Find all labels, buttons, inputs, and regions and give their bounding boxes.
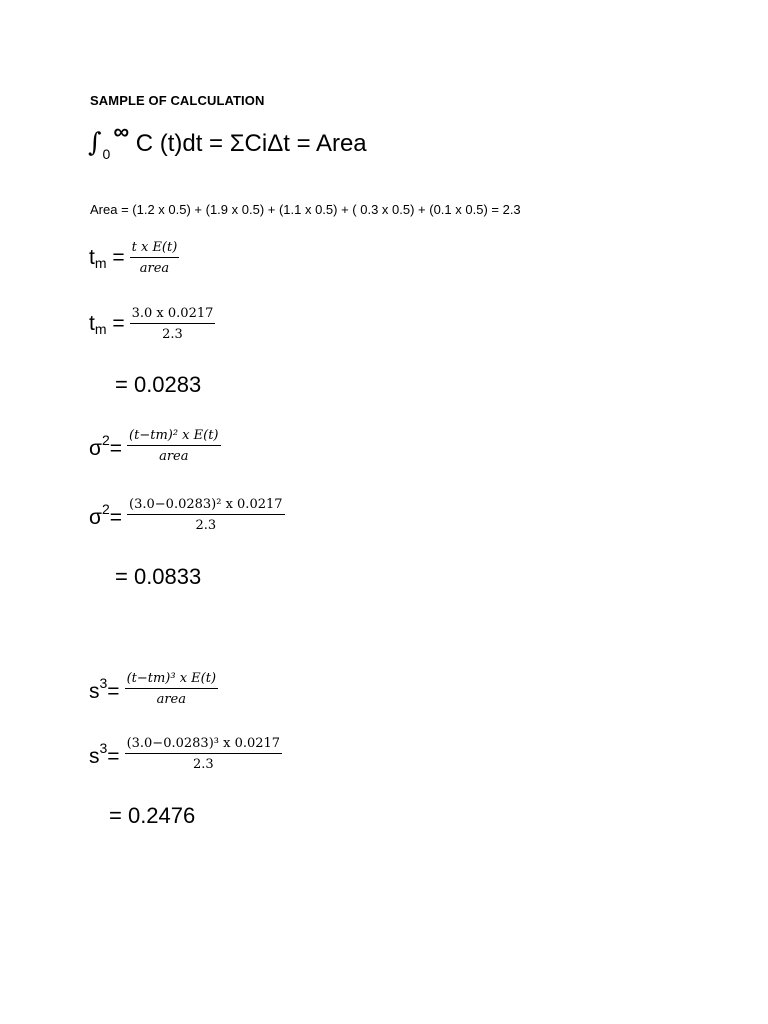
variance-substitution-fraction (127, 497, 285, 533)
skewness-formula (89, 671, 218, 707)
skewness-substitution (89, 736, 282, 772)
tm-result: = 0.0283 (115, 372, 202, 397)
sigma-symbol: σ (89, 505, 102, 529)
fraction-numerator: (t−tm)³ x E(t) (125, 671, 218, 689)
fraction-numerator: t x E(t) (130, 240, 180, 258)
s-symbol: s (89, 679, 100, 703)
skewness-result: = 0.2476 (109, 803, 196, 828)
sigma-superscript: 2 (101, 431, 110, 448)
variance-formula (89, 428, 221, 464)
equals-sign: = (107, 744, 120, 768)
sigma-superscript: 2 (101, 500, 110, 517)
tm-subscript: m (94, 320, 107, 337)
fraction-denominator: 2.3 (162, 327, 183, 342)
variance-substitution (89, 497, 285, 533)
integral-body: C (t)dt = ΣCiΔt = Area (135, 130, 367, 157)
fraction-numerator: 3.0 x 0.0217 (130, 306, 216, 324)
s-symbol: s (89, 744, 100, 768)
tm-symbol: t (89, 245, 95, 269)
sigma-symbol: σ (89, 436, 102, 460)
variance-substitution-lhs (89, 501, 122, 530)
equals-sign: = (106, 245, 125, 269)
s-superscript: 3 (99, 674, 108, 691)
fraction-denominator: 2.3 (195, 518, 217, 533)
fraction-denominator: area (139, 261, 170, 276)
fraction-denominator: area (156, 692, 187, 707)
s-superscript: 3 (99, 739, 108, 756)
tm-formula (89, 240, 179, 276)
document-title: SAMPLE OF CALCULATION (90, 93, 265, 108)
variance-formula-lhs (89, 432, 122, 461)
integral-sign: ∫ (88, 128, 102, 158)
fraction-numerator: (3.0−0.0283)² x 0.0217 (127, 497, 285, 515)
skewness-substitution-lhs (89, 740, 120, 769)
fraction-denominator: area (159, 449, 189, 464)
skewness-formula-fraction (125, 671, 218, 707)
integral-equation (88, 119, 367, 162)
equals-sign: = (109, 505, 123, 529)
skewness-substitution-fraction (125, 736, 283, 772)
equals-sign: = (109, 436, 123, 460)
equals-sign: = (106, 311, 125, 335)
tm-symbol: t (89, 311, 95, 335)
integral-lower-limit: 0 (102, 146, 111, 162)
tm-subscript: m (94, 254, 107, 271)
tm-substitution-lhs (89, 312, 125, 337)
equals-sign: = (107, 679, 120, 703)
fraction-numerator: (3.0−0.0283)³ x 0.0217 (125, 736, 283, 754)
area-calculation: Area = (1.2 x 0.5) + (1.9 x 0.5) + (1.1 x 0.5) + ( 0.3 x 0.5) + (0.1 x 0.5) = 2.3 (90, 202, 521, 217)
skewness-formula-lhs (89, 675, 120, 704)
variance-formula-fraction (127, 428, 220, 464)
variance-result: = 0.0833 (115, 564, 202, 589)
tm-substitution (89, 306, 215, 342)
fraction-denominator: 2.3 (192, 757, 214, 772)
tm-formula-lhs (89, 246, 125, 271)
tm-substitution-fraction (130, 306, 216, 342)
tm-formula-fraction (130, 240, 180, 276)
integral-upper-limit: ∞ (113, 119, 130, 144)
fraction-numerator: (t−tm)² x E(t) (127, 428, 220, 446)
